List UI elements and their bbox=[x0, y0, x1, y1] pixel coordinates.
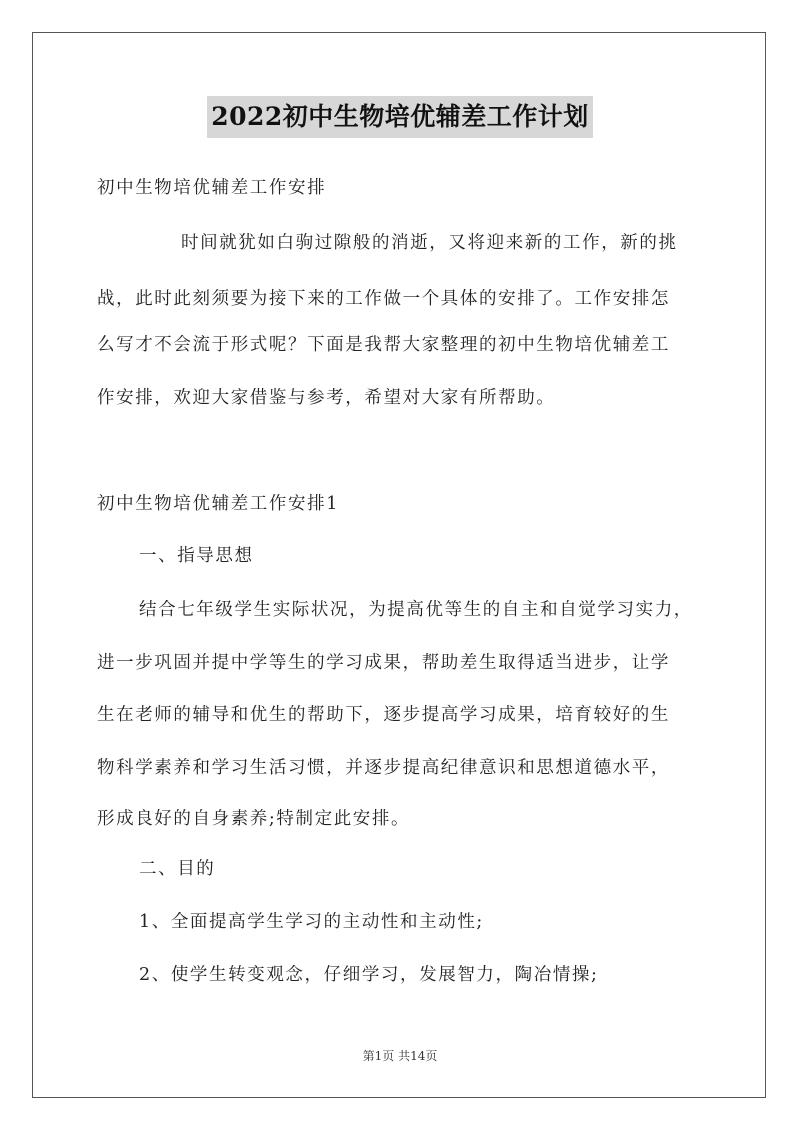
body-line: 形成良好的自身素养;特制定此安排。 bbox=[97, 809, 411, 829]
intro-line: 作安排，欢迎大家借鉴与参考，希望对大家有所帮助。 bbox=[97, 388, 556, 408]
document-title: 2022初中生物培优辅差工作计划 bbox=[207, 96, 593, 138]
page-number-footer: 第1页 共14页 bbox=[362, 1049, 438, 1063]
goal-item: 1、全面提高学生学习的主动性和主动性; bbox=[139, 912, 484, 932]
body-line: 物科学素养和学习生活习惯，并逐步提高纪律意识和思想道德水平， bbox=[97, 758, 670, 778]
body-line: 进一步巩固并提中学等生的学习成果，帮助差生取得适当进步，让学 bbox=[97, 653, 670, 673]
goal-item: 2、使学生转变观念，仔细学习，发展智力，陶冶情操; bbox=[139, 965, 599, 985]
heading-purpose: 二、目的 bbox=[139, 859, 216, 879]
heading-guiding-ideology: 一、指导思想 bbox=[139, 546, 254, 566]
body-line: 生在老师的辅导和优生的帮助下，逐步提高学习成果，培育较好的生 bbox=[97, 705, 670, 725]
intro-line: 时间就犹如白驹过隙般的消逝，又将迎来新的工作，新的挑 bbox=[181, 233, 678, 253]
section-heading: 初中生物培优辅差工作安排1 bbox=[97, 494, 339, 514]
title-container bbox=[0, 96, 800, 138]
body-line: 结合七年级学生实际状况，为提高优等生的自主和自觉学习实力， bbox=[139, 600, 693, 620]
intro-line: 么写才不会流于形式呢？下面是我帮大家整理的初中生物培优辅差工 bbox=[97, 335, 670, 355]
intro-line: 战，此时此刻须要为接下来的工作做一个具体的安排了。工作安排怎 bbox=[97, 289, 670, 309]
document-subtitle: 初中生物培优辅差工作安排 bbox=[97, 178, 327, 198]
